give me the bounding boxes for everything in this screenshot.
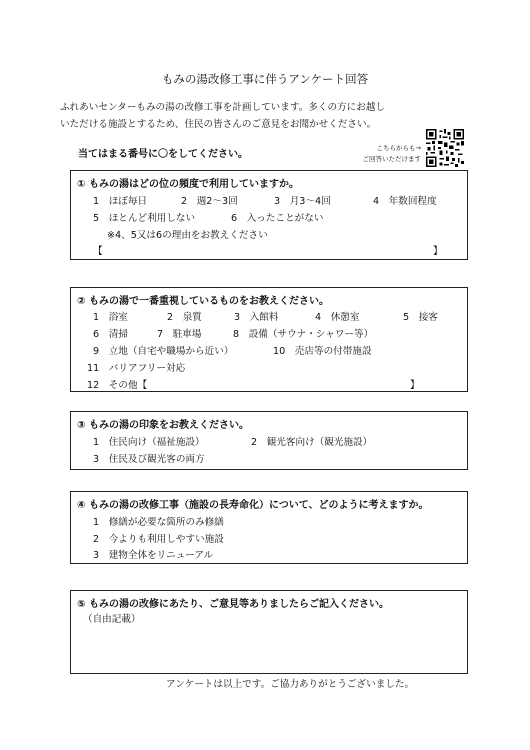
option-3[interactable]: 3 月3～4回 bbox=[274, 196, 331, 207]
intro-text bbox=[60, 99, 460, 133]
option-3[interactable]: 3 住民及び観光客の両方 bbox=[93, 454, 205, 465]
reason-note: ※4、5又は6の理由をお教えください bbox=[107, 230, 268, 241]
bracket-close: 】 bbox=[433, 246, 443, 257]
qr-note bbox=[349, 143, 421, 165]
option-5[interactable]: 5 ほとんど利用しない bbox=[93, 213, 196, 224]
bracket-open: 【 bbox=[93, 246, 103, 257]
instruction-text: 当てはまる番号に〇をしてください。 bbox=[78, 149, 248, 160]
option-3[interactable]: 3 建物全体をリニューアル bbox=[93, 550, 214, 561]
option-1[interactable]: 1 修繕が必要な箇所のみ修繕 bbox=[93, 517, 224, 528]
option-3[interactable]: 3 入館料 bbox=[234, 312, 279, 323]
option-4[interactable]: 4 休憩室 bbox=[315, 312, 360, 323]
option-8[interactable]: 8 設備（サウナ・シャワー等） bbox=[233, 329, 374, 340]
option-4[interactable]: 4 年数回程度 bbox=[373, 196, 437, 207]
option-11[interactable]: 11 バリアフリー対応 bbox=[87, 363, 186, 374]
question-1-box bbox=[70, 170, 468, 260]
option-2[interactable]: 2 今よりも利用しやすい施設 bbox=[93, 534, 224, 545]
option-12[interactable]: 12 その他【 bbox=[87, 380, 148, 391]
option-5[interactable]: 5 接客 bbox=[403, 312, 438, 323]
question-1-title: ① もみの湯はどの位の頻度で利用していますか。 bbox=[77, 179, 299, 190]
page-title: もみの湯改修工事に伴うアンケート回答 bbox=[161, 72, 369, 86]
intro-line: ふれあいセンターもみの湯の改修工事を計画しています。多くの方にお越し bbox=[60, 102, 386, 113]
question-5-title: ⑤ もみの湯の改修にあたり、ご意見等ありましたらご記入ください。 bbox=[77, 599, 389, 610]
question-2-title: ② もみの湯で一番重視しているものをお教えください。 bbox=[77, 296, 329, 307]
qr-note-line: ご回答いただけます bbox=[362, 155, 421, 163]
qr-code-icon[interactable] bbox=[426, 129, 464, 167]
option-10[interactable]: 10 売店等の付帯施設 bbox=[273, 346, 372, 357]
question-2-box bbox=[70, 287, 468, 392]
option-1[interactable]: 1 浴室 bbox=[93, 312, 128, 323]
option-2[interactable]: 2 泉質 bbox=[167, 312, 202, 323]
intro-line: いただける施設とするため、住民の皆さんのご意見をお聞かせください。 bbox=[60, 119, 377, 130]
footer-text: アンケートは以上です。ご協力ありがとうございました。 bbox=[166, 679, 415, 690]
option-1[interactable]: 1 住民向け（福祉施設） bbox=[93, 437, 205, 448]
option-2[interactable]: 2 観光客向け（観光施設） bbox=[251, 437, 373, 448]
question-4-box bbox=[70, 491, 468, 564]
question-4-title: ④ もみの湯の改修工事（施設の長寿命化）について、どのように考えますか。 bbox=[77, 500, 429, 511]
free-text-label: （自由記載） bbox=[83, 614, 141, 625]
option-6[interactable]: 6 入ったことがない bbox=[231, 213, 324, 224]
question-3-title: ③ もみの湯の印象をお教えください。 bbox=[77, 420, 249, 431]
bracket-close: 】 bbox=[410, 380, 420, 391]
option-2[interactable]: 2 週2～3回 bbox=[181, 196, 238, 207]
option-6[interactable]: 6 清掃 bbox=[93, 329, 128, 340]
question-5-box[interactable] bbox=[70, 590, 468, 674]
option-7[interactable]: 7 駐車場 bbox=[157, 329, 202, 340]
option-9[interactable]: 9 立地（自宅や職場から近い） bbox=[93, 346, 234, 357]
qr-note-line: こちらからも→ bbox=[376, 144, 421, 152]
question-3-box bbox=[70, 411, 468, 470]
option-1[interactable]: 1 ほぼ毎日 bbox=[93, 196, 148, 207]
